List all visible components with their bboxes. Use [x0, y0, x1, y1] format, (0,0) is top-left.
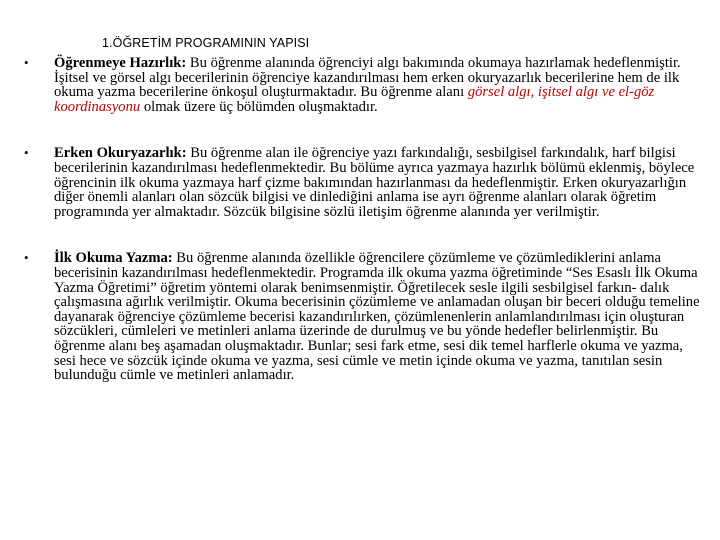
- slide-title: 1.ÖĞRETİM PROGRAMININ YAPISI: [102, 36, 310, 50]
- bullet-icon: •: [24, 55, 29, 70]
- section-heading: Erken Okuryazarlık:: [54, 145, 187, 162]
- bullet-icon: •: [24, 250, 29, 266]
- highlighted-terms: görsel algı, işitsel algı ve el-göz koordinasyonu: [54, 84, 655, 115]
- section-erken-okuryazarlik: [24, 146, 700, 219]
- section-text: Bu öğrenme alanında özellikle öğrencilere çözümleme ve çözümlediklerini anlama becerisinin kazandırılması hedeflenmektedir. Programda ilk okuma yazma öğretiminde “Ses Esaslı İlk Okuma Yazma Öğretimi” öğretim yöntemi olarak benimsenmiştir. Öğretilecek sesle ilgili sesbilgisel farkın- dalık çalışmasına ağırlık verilmiştir. Okuma becerisinin çözümleme ve anlamadan oluşan bir beceri olduğu temeline dayanarak öğrenciye çözümleme becerisi kazandırılırken, çözümlenenlerin anlamlandırılması için oluşturan sözcükleri, cümleleri ve metinleri anlama üzerinde de durulmuş ve bu yönde hedefler belirlenmiştir. Bu öğrenme alanı beş aşamadan oluşmaktadır. Bunlar; sesi fark etme, sesi dik temel harflerle okuma ve yazma, sesi hece ve sözcük içinde okuma ve yazma, sesi cümle ve metin içinde okuma ve yazma, tanıtılan sesin bulunduğu cümle ve metinleri anlamadır.: [54, 250, 700, 384]
- section-ogrenmeye-hazirlik: [24, 56, 700, 114]
- bullet-list: [24, 56, 700, 383]
- section-text: Bu öğrenme alanında öğrenciyi algı bakımında okumaya hazırlamak hedeflenmiştir. İşitsel ve görsel algı becerilerinin öğrenciye kazandırılması hem erken okuryazarlık becerilerine hem de ilk okuma yazma becerilerine önkoşul oluşturmaktadır. Bu öğrenme alanı: [54, 55, 681, 101]
- section-text-end: olmak üzere üç bölümden oluşmaktadır.: [140, 98, 378, 115]
- section-heading: Öğrenmeye Hazırlık:: [54, 55, 187, 71]
- section-ilk-okuma-yazma: [24, 251, 700, 382]
- section-heading: İlk Okuma Yazma:: [54, 250, 173, 267]
- bullet-icon: •: [24, 145, 29, 161]
- section-text: Bu öğrenme alan ile öğrenciye yazı farkındalığı, sesbilgisel farkındalık, harf bilgisi becerilerinin kazandırılması hedeflenmektedir. Bu bölüme ayrıca yazmaya hazırlık bölümü eklenmiş, böylece öğrencinin ilk okuma yazmaya harf çizme bakımından hazırlanması da hedeflenmiştir. Erken okuryazarlığın diğer önemli alanları olan sözcük bilgisi ve dinlediğini anlama ise ayrı öğrenme alanları olarak öğretim programında yer almaktadır. Sözcük bilgisine sözlü iletişim öğrenme alanında yer verilmiştir.: [54, 145, 695, 220]
